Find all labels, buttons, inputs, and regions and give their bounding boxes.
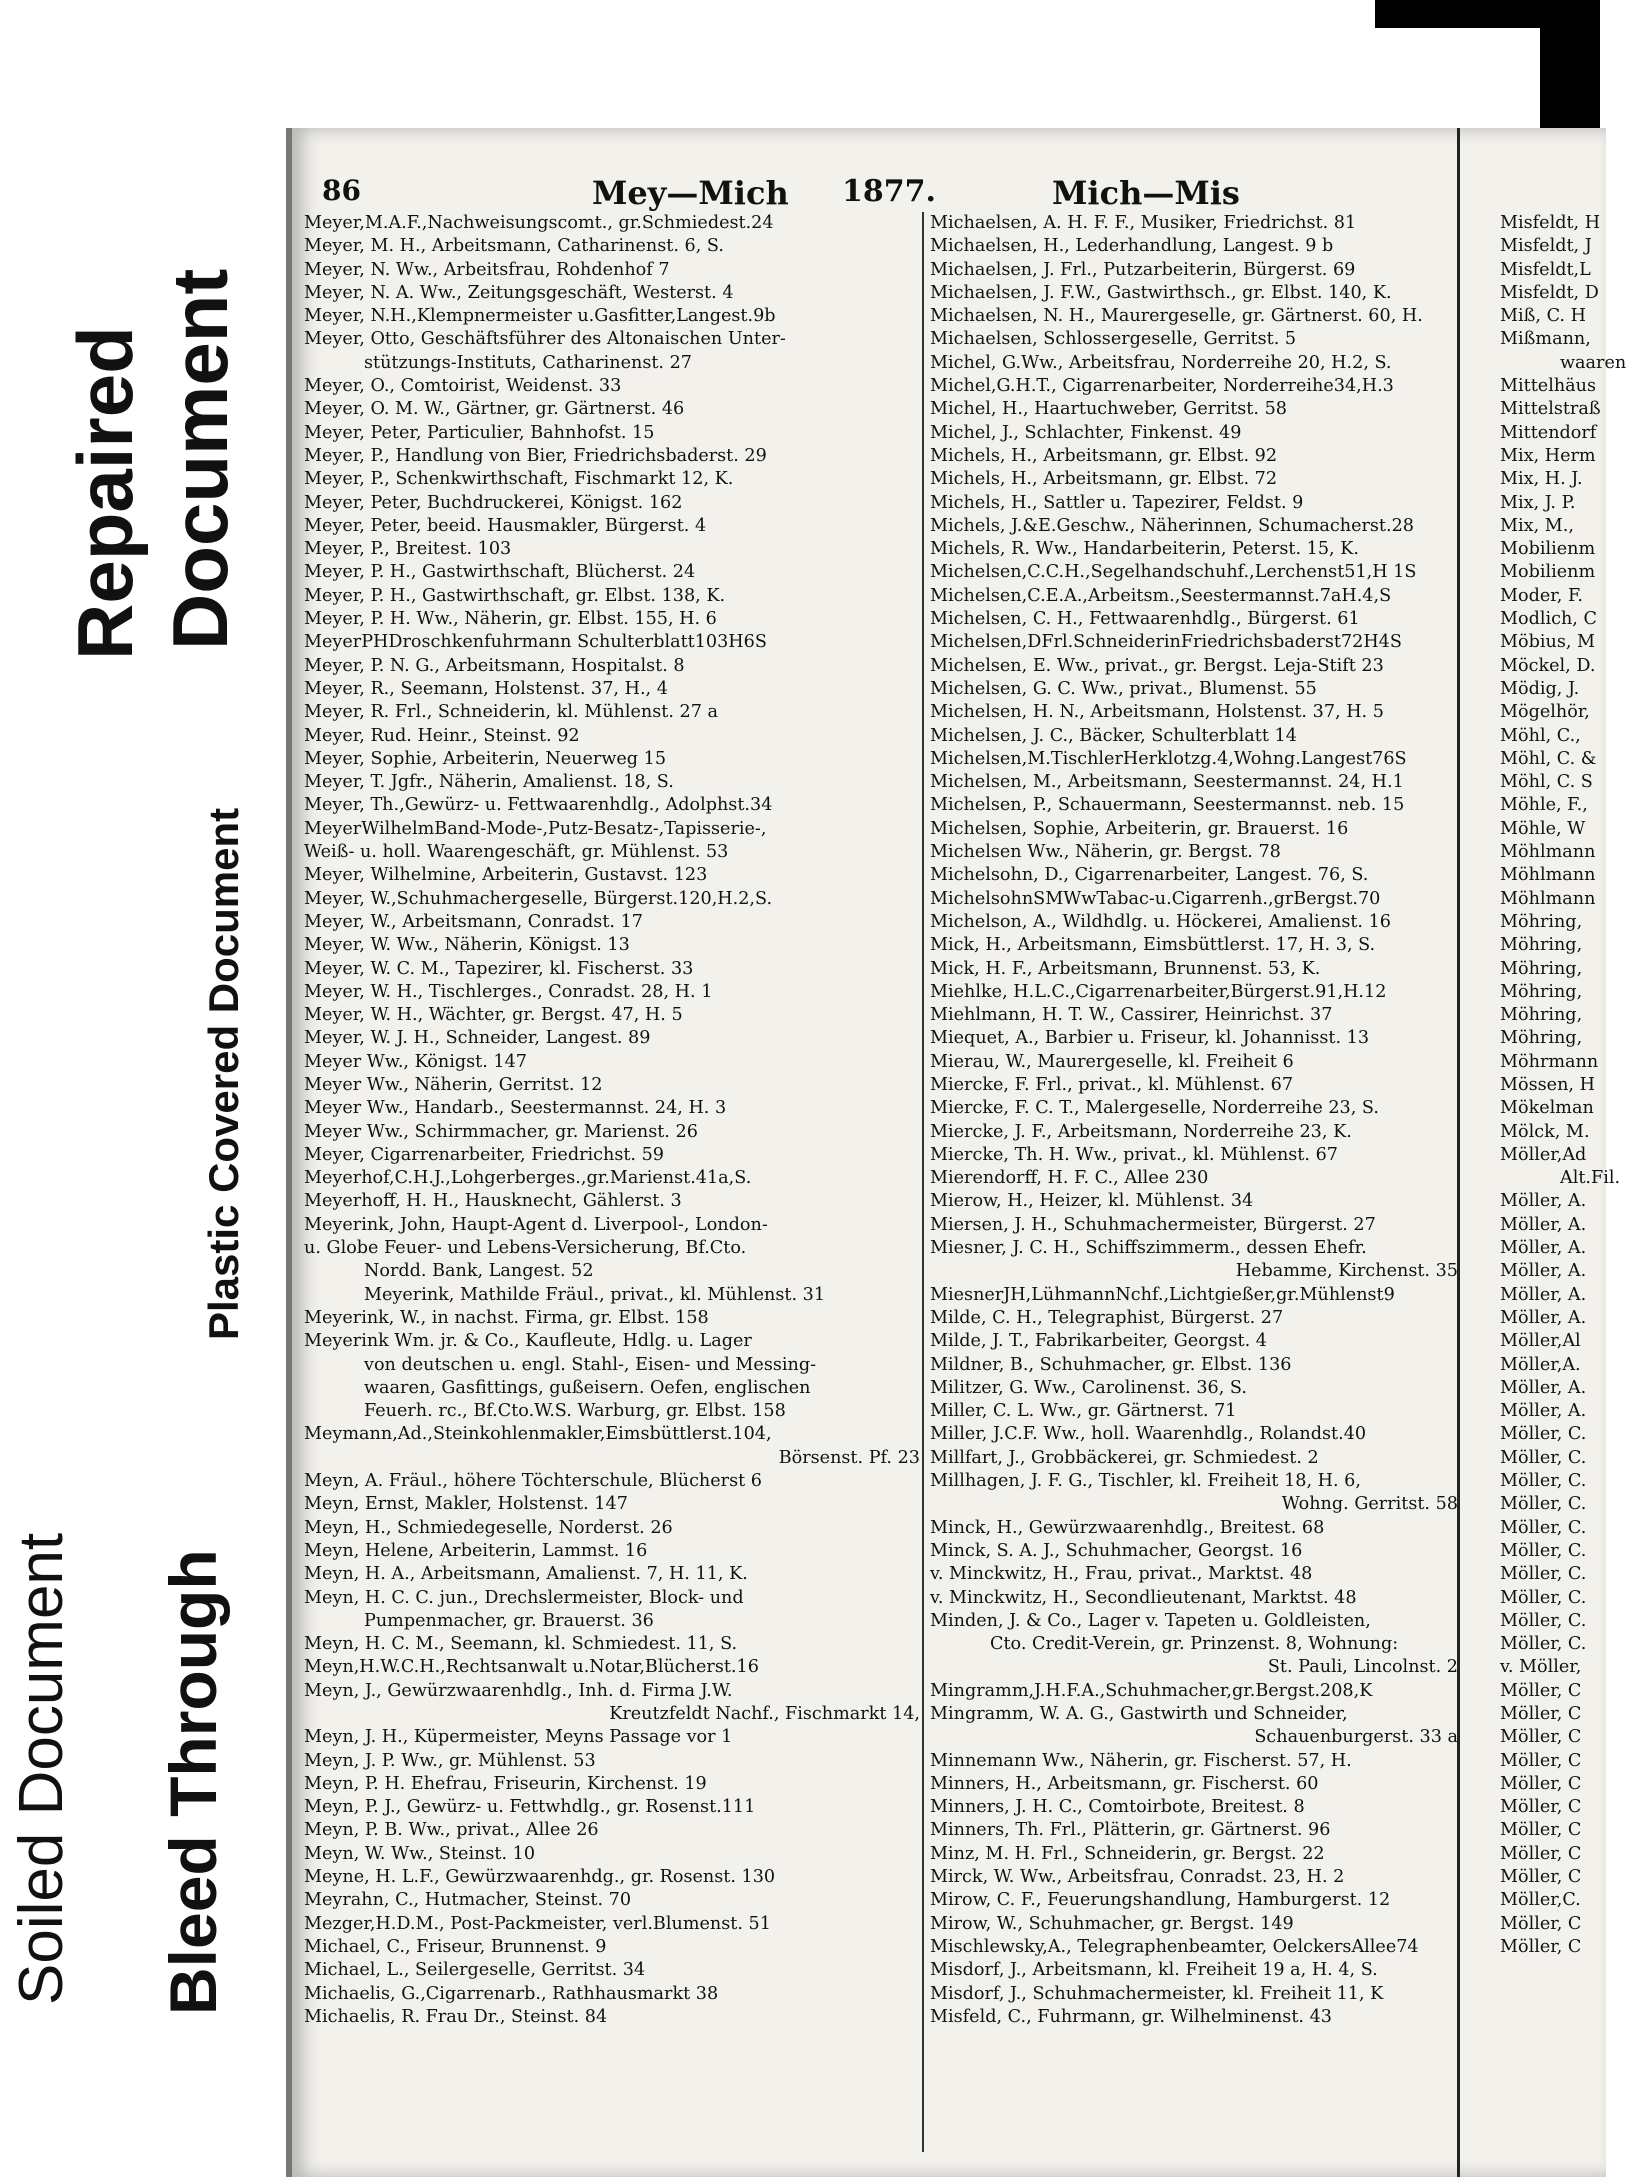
directory-entry-line: Michelsen, P., Schauermann, Seestermannst. neb. 15 [930, 795, 1405, 816]
repaired-label-line2: Document [156, 268, 244, 650]
directory-entry-line: Möhring, [1500, 911, 1583, 932]
directory-entry-line: Meyn, Ernst, Makler, Holstenst. 147 [304, 1494, 628, 1515]
directory-entry-line: Meyn, P. B. Ww., privat., Allee 26 [304, 1820, 599, 1841]
directory-entry-line: Möhl, C., [1500, 725, 1581, 746]
directory-entry-line: Meyer Ww., Schirmmacher, gr. Marienst. 26 [304, 1121, 698, 1142]
directory-entry-line: Modlich, C [1500, 609, 1597, 630]
year-heading: 1877. [842, 174, 936, 209]
directory-entry-line: Möller, A. [1500, 1261, 1587, 1282]
directory-entry-line: Mix, J. P. [1500, 492, 1576, 513]
directory-entry-line: Möller, C [1500, 1727, 1582, 1748]
directory-entry-line: Meyer, W. C. M., Tapezirer, kl. Fischerst. 33 [304, 958, 694, 979]
directory-entry-line: Michels, H., Arbeitsmann, gr. Elbst. 92 [930, 445, 1278, 466]
directory-entry-line: Möhrmann [1500, 1051, 1599, 1072]
directory-entry-line: Michels, H., Sattler u. Tapezirer, Feldst. 9 [930, 492, 1304, 513]
directory-entry-line: Nordd. Bank, Langest. 52 [364, 1261, 594, 1282]
directory-entry-line: Meyerink, W., in nachst. Firma, gr. Elbst. 158 [304, 1307, 709, 1328]
directory-entry-line: Meyn, H. C. C. jun., Drechslermeister, Block- und [304, 1587, 744, 1608]
directory-entry-line: Möller, C [1500, 1936, 1582, 1957]
directory-entry-line: Mittelstraß [1500, 399, 1601, 420]
directory-entry-line: Meyer, Peter, Buchdruckerei, Königst. 162 [304, 492, 683, 513]
directory-entry-line: MeyerPHDroschkenfuhrmann Schulterblatt103H6S [304, 632, 767, 653]
directory-entry-line: Michelsen,C.C.H.,Segelhandschuhf.,Lerchenst51,H 1S [930, 562, 1417, 583]
directory-entry-line: Meyer, Otto, Geschäftsführer des Altonaischen Unter- [304, 329, 786, 350]
directory-entry-line: Minnemann Ww., Näherin, gr. Fischerst. 57, H. [930, 1750, 1352, 1771]
directory-entry-line: Misfeldt, H [1500, 213, 1601, 233]
directory-entry-line: Misdorf, J., Arbeitsmann, kl. Freiheit 19 a, H. 4, S. [930, 1960, 1378, 1981]
directory-entry-line: Möller, C [1500, 1843, 1582, 1864]
directory-entry-line: Kreutzfeldt Nachf., Fischmarkt 14, [609, 1704, 920, 1724]
directory-entry-line: St. Pauli, Lincolnst. 2 [1267, 1657, 1458, 1678]
directory-entry-line: Möller, A. [1500, 1401, 1587, 1422]
directory-entry-line: Mödig, J. [1500, 678, 1580, 699]
directory-entry-line: Mierau, W., Maurergeselle, kl. Freiheit 6 [930, 1051, 1294, 1072]
directory-entry-line: Möhring, [1500, 981, 1583, 1002]
directory-entry-line: Börsenst. Pf. 23 [778, 1447, 920, 1468]
directory-entry-line: v. Minckwitz, H., Secondlieutenant, Marktst. 48 [930, 1587, 1357, 1608]
directory-entry-line: Mirow, C. F., Feuerungshandlung, Hamburgerst. 12 [930, 1890, 1391, 1911]
directory-entry-line: Meyerink Wm. jr. & Co., Kaufleute, Hdlg. u. Lager [304, 1331, 752, 1352]
directory-entry-line: Michelsen, G. C. Ww., privat., Blumenst. 55 [930, 678, 1317, 699]
directory-entry-line: Möller, A. [1500, 1214, 1587, 1235]
directory-entry-line: Meyer, W. H., Tischlerges., Conradst. 28, H. 1 [304, 981, 713, 1002]
directory-entry-line: Meyerhof,C.H.J.,Lohgerberges.,gr.Marienst.41a,S. [304, 1168, 752, 1189]
directory-entry-line: Moder, F. [1500, 585, 1584, 606]
directory-entry-line: Meyer, Rud. Heinr., Steinst. 92 [304, 725, 580, 746]
directory-entry-line: Meyn, J. P. Ww., gr. Mühlenst. 53 [304, 1750, 596, 1771]
directory-entry-line: Miercke, J. F., Arbeitsmann, Norderreihe 23, K. [930, 1121, 1352, 1142]
directory-entry-line: MeyerWilhelmBand-Mode-,Putz-Besatz-,Tapisserie-, [304, 818, 767, 839]
directory-entry-line: Minners, Th. Frl., Plätterin, gr. Gärtnerst. 96 [930, 1820, 1331, 1841]
directory-entry-line: Alt.Fil. [1560, 1168, 1621, 1189]
directory-entry-line: Möhl, C. S [1500, 772, 1593, 793]
directory-entry-line: Mezger,H.D.M., Post-Packmeister, verl.Blumenst. 51 [304, 1913, 771, 1934]
directory-entry-line: Meyn, H., Schmiedegeselle, Norderst. 26 [304, 1517, 673, 1538]
directory-entry-line: Möller, C. [1500, 1587, 1587, 1608]
directory-entry-line: Michelsen, C. H., Fettwaarenhdlg., Bürgerst. 61 [930, 609, 1360, 630]
directory-entry-line: Meyer, N. A. Ww., Zeitungsgeschäft, Westerst. 4 [304, 282, 734, 303]
directory-entry-line: Möller, C. [1500, 1424, 1587, 1445]
directory-entry-line: Möckel, D. [1500, 655, 1596, 676]
directory-entry-line: Meyer, N.H.,Klempnermeister u.Gasfitter,Langest.9b [304, 306, 776, 327]
directory-entry-line: v. Möller, [1500, 1657, 1582, 1678]
directory-entry-line: Miercke, F. Frl., privat., kl. Mühlenst. 67 [930, 1074, 1294, 1095]
directory-entry-line: Mirck, W. Ww., Arbeitsfrau, Conradst. 23, H. 2 [930, 1867, 1345, 1888]
directory-entry-line: Cto. Credit-Verein, gr. Prinzenst. 8, Wohnung: [990, 1634, 1399, 1655]
directory-entry-line: Möller, C [1500, 1773, 1582, 1794]
directory-entry-line: Meyer, P. H., Gastwirthschaft, gr. Elbst. 138, K. [304, 585, 726, 606]
directory-entry-line: Meyer, Cigarrenarbeiter, Friedrichst. 59 [304, 1144, 665, 1165]
directory-entry-line: Milde, J. T., Fabrikarbeiter, Georgst. 4 [930, 1331, 1267, 1352]
directory-entry-line: Meymann,Ad.,Steinkohlenmakler,Eimsbüttlerst.104, [304, 1424, 772, 1445]
directory-entry-line: Möhlmann [1500, 865, 1596, 886]
page-header [292, 174, 1452, 214]
directory-entry-line: Feuerh. rc., Bf.Cto.W.S. Warburg, gr. Elbst. 158 [364, 1401, 786, 1422]
directory-entry-line: Meyer, Peter, Particulier, Bahnhofst. 15 [304, 422, 655, 443]
directory-entry-line: Möller,Ad [1500, 1144, 1587, 1165]
directory-entry-line: MiesnerJH,LühmannNchf.,Lichtgießer,gr.Mühlenst9 [930, 1284, 1395, 1305]
directory-entry-line: Meyer, T. Jgfr., Näherin, Amalienst. 18, S. [304, 772, 674, 793]
directory-entry-line: Minners, J. H. C., Comtoirbote, Breitest. 8 [930, 1797, 1305, 1818]
directory-entry-line: Möller, C. [1500, 1517, 1587, 1538]
directory-entry-line: Weiß- u. holl. Waarengeschäft, gr. Mühlenst. 53 [304, 842, 729, 863]
directory-entry-line: Möhlmann [1500, 842, 1596, 863]
repaired-label-line1: Repaired [61, 326, 149, 660]
directory-entry-line: Möller, A. [1500, 1377, 1587, 1398]
directory-entry-line: Möller, C [1500, 1750, 1582, 1771]
directory-entry-line: Möller, C [1500, 1867, 1582, 1888]
directory-entry-line: Möller, A. [1500, 1284, 1587, 1305]
directory-entry-line: Meyer, W. J. H., Schneider, Langest. 89 [304, 1028, 651, 1049]
directory-entry-line: Michelsen Ww., Näherin, gr. Bergst. 78 [930, 842, 1281, 863]
directory-entry-line: Michael, L., Seilergeselle, Gerritst. 34 [304, 1960, 646, 1981]
directory-entry-line: Möhring, [1500, 1028, 1583, 1049]
directory-entry-line: Miequet, A., Barbier u. Friseur, kl. Johannisst. 13 [930, 1028, 1370, 1049]
right-range-heading: Mich—Mis [1052, 174, 1240, 212]
directory-entry-line: Möbius, M [1500, 632, 1596, 653]
directory-entry-line: Michels, R. Ww., Handarbeiterin, Peterst. 15, K. [930, 539, 1359, 560]
directory-entry-line: Möller,Al [1500, 1331, 1581, 1352]
column-divider [922, 212, 924, 2152]
directory-entry-line: Misfeld, C., Fuhrmann, gr. Wilhelminenst. 43 [930, 2006, 1332, 2027]
directory-entry-line: Pumpenmacher, gr. Brauerst. 36 [364, 1610, 654, 1631]
directory-entry-line: Möhle, F., [1500, 795, 1588, 816]
directory-entry-line: Meyn, P. J., Gewürz- u. Fettwhdlg., gr. Rosenst.111 [304, 1797, 756, 1818]
directory-entry-line: Michaelsen, H., Lederhandlung, Langest. 9 b [930, 236, 1334, 257]
directory-entry-line: Michelsen, E. Ww., privat., gr. Bergst. Leja-Stift 23 [930, 655, 1384, 676]
directory-entry-line: Millhagen, J. F. G., Tischler, kl. Freiheit 18, H. 6, [930, 1471, 1361, 1492]
directory-entry-line: Meyer, R., Seemann, Holstenst. 37, H., 4 [304, 678, 668, 699]
directory-entry-line: Miller, C. L. Ww., gr. Gärtnerst. 71 [930, 1401, 1237, 1422]
directory-entry-line: Meyer,M.A.F.,Nachweisungscomt., gr.Schmiedest.24 [304, 213, 774, 233]
directory-entry-line: Meyer Ww., Königst. 147 [304, 1051, 527, 1072]
directory-entry-line: Meyer, R. Frl., Schneiderin, kl. Mühlenst. 27 a [304, 702, 719, 723]
directory-entry-line: Meyer, O., Comtoirist, Weidenst. 33 [304, 376, 622, 397]
directory-entry-line: Möller, C. [1500, 1540, 1587, 1561]
directory-entry-line: Miercke, Th. H. Ww., privat., kl. Mühlenst. 67 [930, 1144, 1338, 1165]
directory-entry-line: Michaelsen, N. H., Maurergeselle, gr. Gärtnerst. 60, H. [930, 306, 1423, 327]
directory-entry-line: Mölck, M. [1500, 1121, 1590, 1142]
directory-entry-line: Meyer, P., Handlung von Bier, Friedrichsbaderst. 29 [304, 445, 767, 466]
directory-entry-line: Möhring, [1500, 1005, 1583, 1026]
directory-entry-line: Mökelman [1500, 1098, 1594, 1119]
directory-entry-line: Michaelsen, A. H. F. F., Musiker, Friedrichst. 81 [930, 213, 1357, 233]
entries-column-middle [930, 212, 1458, 2029]
directory-entry-line: Miesner, J. C. H., Schiffszimmerm., dessen Ehefr. [930, 1238, 1367, 1259]
directory-entry-line: Michelsen, H. N., Arbeitsmann, Holstenst. 37, H. 5 [930, 702, 1384, 723]
directory-entry-line: Meyerink, Mathilde Fräul., privat., kl. Mühlenst. 31 [364, 1284, 826, 1305]
directory-entry-line: Mick, H., Arbeitsmann, Eimsbüttlerst. 17, H. 3, S. [930, 935, 1376, 956]
directory-entry-line: Minz, M. H. Frl., Schneiderin, gr. Bergst. 22 [930, 1843, 1325, 1864]
directory-entry-line: Meyer, W. H., Wächter, gr. Bergst. 47, H. 5 [304, 1005, 683, 1026]
directory-entry-line: Meyn, Helene, Arbeiterin, Lammst. 16 [304, 1540, 648, 1561]
directory-entry-line: Möller, C [1500, 1704, 1582, 1724]
directory-entry-line: Möller, C. [1500, 1471, 1587, 1492]
directory-entry-line: Möller, C. [1500, 1610, 1587, 1631]
directory-entry-line: Möller,A. [1500, 1354, 1581, 1375]
directory-entry-line: Schauenburgerst. 33 a [1254, 1727, 1458, 1748]
directory-entry-line: Meyer, P., Breitest. 103 [304, 539, 512, 560]
directory-entry-line: Michelsen, Sophie, Arbeiterin, gr. Brauerst. 16 [930, 818, 1349, 839]
directory-entry-line: Mix, M., [1500, 515, 1574, 536]
directory-entry-line: Milde, C. H., Telegraphist, Bürgerst. 27 [930, 1307, 1284, 1328]
directory-entry-line: MichelsohnSMWwTabac-u.Cigarrenh.,grBergst.70 [930, 888, 1381, 909]
directory-entry-line: Michelson, A., Wildhdlg. u. Höckerei, Amalienst. 16 [930, 911, 1392, 932]
directory-entry-line: Meyer, M. H., Arbeitsmann, Catharinenst. 6, S. [304, 236, 724, 257]
directory-entry-line: Möhl, C. & [1500, 748, 1597, 769]
directory-entry-line: Meyer, O. M. W., Gärtner, gr. Gärtnerst. 46 [304, 399, 685, 420]
directory-entry-line: Minners, H., Arbeitsmann, gr. Fischerst. 60 [930, 1773, 1319, 1794]
directory-entry-line: Mirow, W., Schuhmacher, gr. Bergst. 149 [930, 1913, 1294, 1934]
directory-entry-line: Mingramm, W. A. G., Gastwirth und Schneider, [930, 1704, 1348, 1724]
directory-entry-line: Möller, C [1500, 1913, 1582, 1934]
directory-entry-line: Mierendorff, H. F. C., Allee 230 [930, 1168, 1209, 1189]
directory-entry-line: Meyn, H. C. M., Seemann, kl. Schmiedest. 11, S. [304, 1634, 738, 1655]
directory-entry-line: Meyer, Wilhelmine, Arbeiterin, Gustavst. 123 [304, 865, 708, 886]
directory-entry-line: Michelsen, J. C., Bäcker, Schulterblatt 14 [930, 725, 1297, 746]
directory-entry-line: Mingramm,J.H.F.A.,Schuhmacher,gr.Bergst.208,K [930, 1680, 1373, 1701]
directory-entry-line: Möller, C. [1500, 1564, 1587, 1585]
directory-entry-line: Mobilienm [1500, 539, 1596, 560]
directory-entry-line: Mißmann, [1500, 329, 1591, 350]
directory-entry-line: Meyn, J., Gewürzwaarenhdlg., Inh. d. Firma J.W. [304, 1680, 733, 1701]
directory-entry-line: Mischlewsky,A., Telegraphenbeamter, OelckersAllee74 [930, 1936, 1419, 1957]
directory-entry-line: v. Minckwitz, H., Frau, privat., Marktst. 48 [930, 1564, 1313, 1585]
directory-entry-line: Meyer, P., Schenkwirthschaft, Fischmarkt 12, K. [304, 469, 734, 490]
directory-entry-line: Mittelhäus [1500, 376, 1597, 397]
directory-entry-line: Michel, G.Ww., Arbeitsfrau, Norderreihe 20, H.2, S. [930, 352, 1392, 373]
soiled-document-label: Soiled Document [7, 1532, 76, 2005]
directory-entry-line: Möller,C. [1500, 1890, 1581, 1911]
directory-entry-line: Minck, S. A. J., Schuhmacher, Georgst. 16 [930, 1540, 1303, 1561]
directory-entry-line: Möhring, [1500, 935, 1583, 956]
directory-entry-line: Michaelsen, J. F.W., Gastwirthsch., gr. Elbst. 140, K. [930, 282, 1392, 303]
directory-entry-line: Meyn, H. A., Arbeitsmann, Amalienst. 7, H. 11, K. [304, 1564, 748, 1585]
directory-entry-line: Möller, C. [1500, 1494, 1587, 1515]
directory-entry-line: Mobilienm [1500, 562, 1596, 583]
directory-entry-line: von deutschen u. engl. Stahl-, Eisen- und Messing- [364, 1354, 817, 1375]
directory-entry-line: Miercke, F. C. T., Malergeselle, Norderreihe 23, S. [930, 1098, 1379, 1119]
directory-entry-line: Möhle, W [1500, 818, 1586, 839]
entries-column-left [304, 212, 920, 2029]
directory-entry-line: Möller, C. [1500, 1634, 1587, 1655]
directory-entry-line: Michaelsen, J. Frl., Putzarbeiterin, Bürgerst. 69 [930, 259, 1356, 280]
directory-entry-line: Möller, C [1500, 1797, 1582, 1818]
directory-entry-line: Meyer Ww., Näherin, Gerritst. 12 [304, 1074, 603, 1095]
directory-entry-line: Möller, A. [1500, 1238, 1587, 1259]
directory-entry-line: Möller, C [1500, 1680, 1582, 1701]
directory-entry-line: Hebamme, Kirchenst. 35 [1235, 1261, 1458, 1282]
directory-entry-line: Mix, Herm [1500, 445, 1596, 466]
directory-entry-line: Möller, C [1500, 1820, 1582, 1841]
directory-entry-line: Meyer, P. N. G., Arbeitsmann, Hospitalst. 8 [304, 655, 685, 676]
directory-entry-line: Miß, C. H [1500, 306, 1586, 327]
directory-entry-line: Meyer, N. Ww., Arbeitsfrau, Rohdenhof 7 [304, 259, 670, 280]
directory-entry-line: Meyer, W., Arbeitsmann, Conradst. 17 [304, 911, 643, 932]
directory-entry-line: Möller, A. [1500, 1191, 1587, 1212]
directory-entry-line: Michaelsen, Schlossergeselle, Gerritst. 5 [930, 329, 1297, 350]
directory-entry-line: Meyn, A. Fräul., höhere Töchterschule, Blücherst 6 [304, 1471, 762, 1492]
directory-entry-line: Michels, H., Arbeitsmann, gr. Elbst. 72 [930, 469, 1278, 490]
directory-entry-line: Meyn, W. Ww., Steinst. 10 [304, 1843, 536, 1864]
directory-entry-line: Millfart, J., Grobbäckerei, gr. Schmiedest. 2 [930, 1447, 1319, 1468]
entries-column-right-cut [1500, 212, 1630, 1959]
directory-entry-line: Michelsen,DFrl.SchneiderinFriedrichsbaderst72H4S [930, 632, 1402, 653]
directory-entry-line: u. Globe Feuer- und Lebens-Versicherung, Bf.Cto. [304, 1238, 747, 1259]
directory-entry-line: waaren, Gasfittings, gußeisern. Oefen, englischen [364, 1377, 811, 1398]
directory-entry-line: Minck, H., Gewürzwaarenhdlg., Breitest. 68 [930, 1517, 1325, 1538]
directory-entry-line: Mix, H. J. [1500, 469, 1583, 490]
directory-entry-line: Michel,G.H.T., Cigarrenarbeiter, Norderreihe34,H.3 [930, 376, 1394, 397]
directory-entry-line: Minden, J. & Co., Lager v. Tapeten u. Goldleisten, [930, 1610, 1371, 1631]
directory-entry-line: Michaelis, G.,Cigarrenarb., Rathhausmarkt 38 [304, 1983, 719, 2004]
directory-entry-line: Meyer, Sophie, Arbeiterin, Neuerweg 15 [304, 748, 667, 769]
directory-page [286, 128, 1627, 2177]
directory-entry-line: Miersen, J. H., Schuhmachermeister, Bürgerst. 27 [930, 1214, 1376, 1235]
directory-entry-line: Wohng. Gerritst. 58 [1281, 1494, 1458, 1515]
directory-entry-line: Michelsen,M.TischlerHerklotzg.4,Wohng.Langest76S [930, 748, 1407, 769]
directory-entry-line: Meyrahn, C., Hutmacher, Steinst. 70 [304, 1890, 632, 1911]
directory-entry-line: Mögelhör, [1500, 702, 1590, 723]
directory-entry-line: Meyer, P. H. Ww., Näherin, gr. Elbst. 155, H. 6 [304, 609, 717, 630]
directory-entry-line: Mierow, H., Heizer, kl. Mühlenst. 34 [930, 1191, 1254, 1212]
directory-entry-line: Möhring, [1500, 958, 1583, 979]
directory-entry-line: Michelsen, M., Arbeitsmann, Seestermannst. 24, H.1 [930, 772, 1404, 793]
directory-entry-line: Michael, C., Friseur, Brunnenst. 9 [304, 1936, 607, 1957]
directory-entry-line: Michelsohn, D., Cigarrenarbeiter, Langest. 76, S. [930, 865, 1369, 886]
directory-entry-line: Meyer, P. H., Gastwirthschaft, Blücherst. 24 [304, 562, 696, 583]
directory-entry-line: Meyerink, John, Haupt-Agent d. Liverpool-, London- [304, 1214, 768, 1235]
directory-entry-line: Michelsen,C.E.A.,Arbeitsm.,Seestermannst.7aH.4,S [930, 585, 1392, 606]
directory-entry-line: Meyer, W. Ww., Näherin, Königst. 13 [304, 935, 630, 956]
directory-entry-line: Möller, A. [1500, 1307, 1587, 1328]
directory-entry-line: Miehlke, H.L.C.,Cigarrenarbeiter,Bürgerst.91,H.12 [930, 981, 1387, 1002]
directory-entry-line: Meyer Ww., Handarb., Seestermannst. 24, H. 3 [304, 1098, 727, 1119]
directory-entry-line: Mössen, H [1500, 1074, 1595, 1095]
directory-entry-line: Meyerhoff, H. H., Hausknecht, Gählerst. 3 [304, 1191, 682, 1212]
plastic-covered-label: Plastic Covered Document [200, 807, 247, 1340]
directory-entry-line: Militzer, G. Ww., Carolinenst. 36, S. [930, 1377, 1247, 1398]
directory-entry-line: Möller, C. [1500, 1447, 1587, 1468]
page-number: 86 [322, 174, 361, 207]
bleed-through-label: Bleed Through [156, 1549, 230, 2015]
directory-entry-line: Meyne, H. L.F., Gewürzwaarenhdg., gr. Rosenst. 130 [304, 1867, 776, 1888]
directory-entry-line: Miller, J.C.F. Ww., holl. Waarenhdlg., Rolandst.40 [930, 1424, 1367, 1445]
directory-entry-line: Meyer, W.,Schuhmachergeselle, Bürgerst.120,H.2,S. [304, 888, 773, 909]
directory-entry-line: Mildner, B., Schuhmacher, gr. Elbst. 136 [930, 1354, 1292, 1375]
directory-entry-line: Meyer, Peter, beeid. Hausmakler, Bürgerst. 4 [304, 515, 707, 536]
directory-entry-line: Michaelis, R. Frau Dr., Steinst. 84 [304, 2006, 608, 2027]
directory-entry-line: Misfeldt,L [1500, 259, 1591, 280]
directory-entry-line: waaren [1560, 352, 1627, 373]
directory-entry-line: Miehlmann, H. T. W., Cassirer, Heinrichst. 37 [930, 1005, 1333, 1026]
directory-entry-line: Meyn, P. H. Ehefrau, Friseurin, Kirchenst. 19 [304, 1773, 707, 1794]
directory-entry-line: Michel, J., Schlachter, Finkenst. 49 [930, 422, 1242, 443]
directory-entry-line: Michels, J.&E.Geschw., Näherinnen, Schumacherst.28 [930, 515, 1414, 536]
directory-entry-line: Meyn,H.W.C.H.,Rechtsanwalt u.Notar,Blücherst.16 [304, 1657, 759, 1678]
left-range-heading: Mey—Mich [592, 174, 789, 212]
directory-entry-line: stützungs-Instituts, Catharinenst. 27 [364, 352, 692, 373]
directory-entry-line: Möhlmann [1500, 888, 1596, 909]
directory-entry-line: Meyer, Th.,Gewürz- u. Fettwaarenhdlg., Adolphst.34 [304, 795, 773, 816]
directory-entry-line: Misdorf, J., Schuhmachermeister, kl. Freiheit 11, K [930, 1983, 1384, 2004]
directory-entry-line: Misfeldt, D [1500, 282, 1599, 303]
directory-entry-line: Misfeldt, J [1500, 236, 1592, 257]
directory-entry-line: Michel, H., Haartuchweber, Gerritst. 58 [930, 399, 1287, 420]
directory-entry-line: Mittendorf [1500, 422, 1597, 443]
directory-entry-line: Mick, H. F., Arbeitsmann, Brunnenst. 53, K. [930, 958, 1321, 979]
directory-entry-line: Meyn, J. H., Küpermeister, Meyns Passage vor 1 [304, 1727, 733, 1748]
